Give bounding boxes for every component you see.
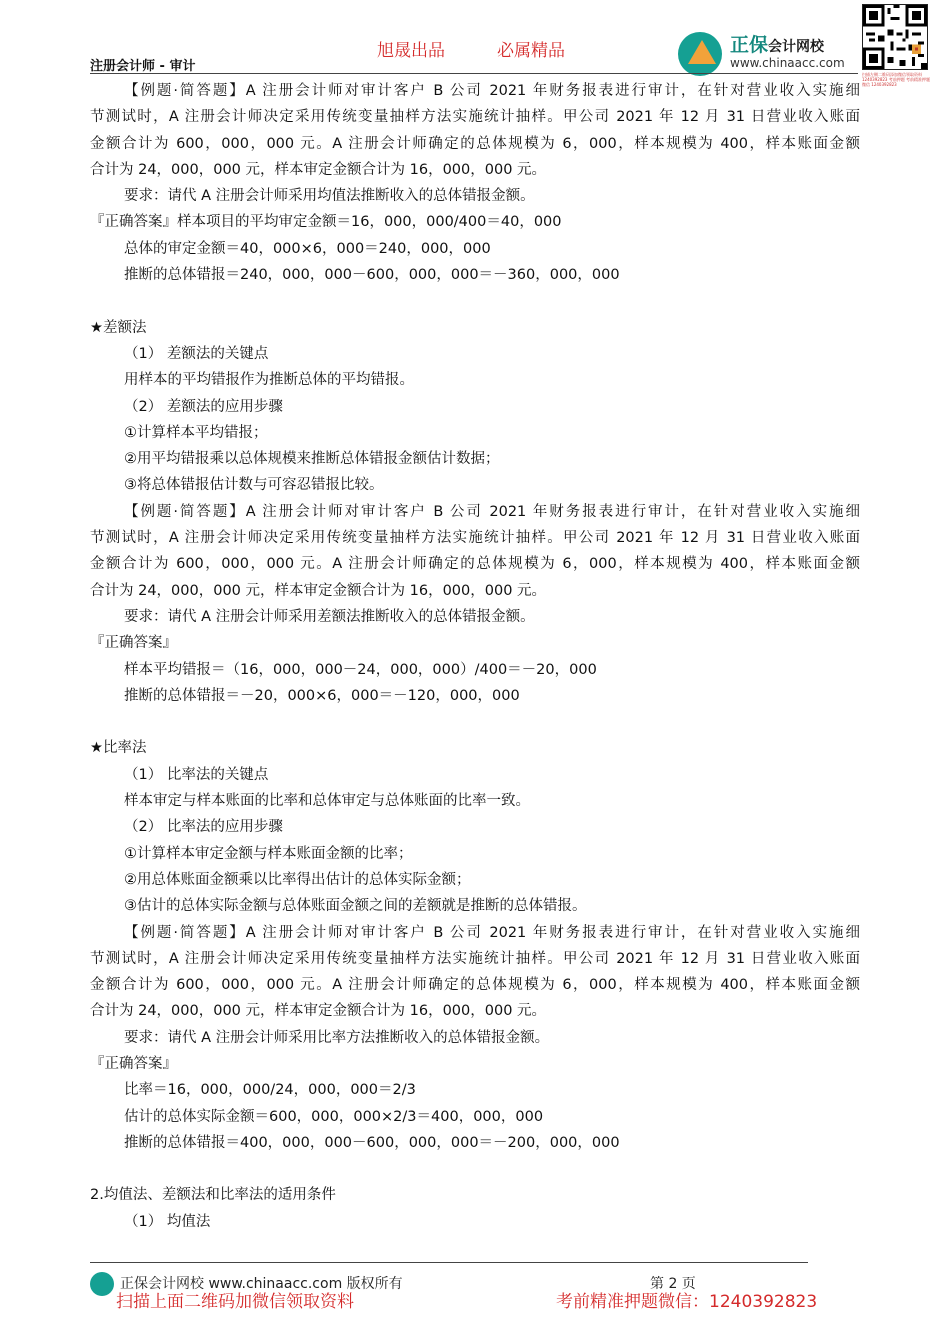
text-line: （1） 均值法 — [124, 1213, 211, 1230]
text-line: ③将总体错报估计数与可容忍错报比较。 — [124, 477, 384, 494]
text-line: 【例题·简答题】A 注册会计师对审计客户 B 公司 2021 年财务报表进行审计，在针对营业收入实施细 — [124, 83, 860, 99]
text-line: （2） 差额法的应用步骤 — [124, 398, 283, 415]
text-line: 金额合计为 600，000，000 元。A 注册会计师确定的总体规模为 6，000，样本规模为 400，样本账面金额 — [90, 977, 860, 994]
text-line: 合计为 24，000，000 元，样本审定金额合计为 16，000，000 元。 — [90, 582, 547, 599]
doc-title: 注册会计师 - 审计 — [90, 59, 196, 74]
text-line: 『正确答案』 — [90, 1055, 177, 1072]
section-heading: ★比率法 — [90, 740, 147, 757]
qr-code-icon[interactable] — [862, 4, 928, 70]
footer-copyright: 正保会计网校 www.chinaacc.com 版权所有 — [120, 1276, 403, 1292]
text-line: 『正确答案』 — [90, 635, 177, 652]
text-line: 要求：请代 A 注册会计师采用差额法推断收入的总体错报金额。 — [124, 608, 535, 625]
text-line: 总体的审定金额＝40，000×6，000＝240，000，000 — [124, 240, 491, 257]
header-slogan-left: 旭晟出品 — [377, 41, 445, 61]
text-line: 样本平均错报＝（16，000，000－24，000，000）/400＝－20，000 — [124, 661, 597, 678]
text-line: 推断的总体错报＝400，000，000－600，000，000＝－200，000，000 — [124, 1134, 620, 1151]
text-line: 金额合计为 600，000，000 元。A 注册会计师确定的总体规模为 6，000，样本规模为 400，样本账面金额 — [90, 135, 860, 152]
logo-name: 正保 — [730, 34, 769, 56]
blank-line — [90, 288, 860, 314]
text-line: ②用平均错报乘以总体规模来推断总体错报金额估计数据； — [124, 451, 500, 468]
section-heading: 2.均值法、差额法和比率法的适用条件 — [90, 1187, 336, 1204]
text-line: 节测试时，A 注册会计师决定采用传统变量抽样方法实施统计抽样。甲公司 2021 年 12 月 31 日营业收入账面 — [90, 530, 860, 547]
blank-line — [90, 1156, 860, 1182]
page-number: 第 2 页 — [650, 1276, 696, 1292]
chinaacc-logo — [678, 28, 858, 76]
text-line: ①计算样本平均错报； — [124, 424, 268, 441]
text-line: ②用总体账面金额乘以比率得出估计的总体实际金额； — [124, 871, 471, 888]
blank-line — [90, 709, 860, 735]
document-body — [90, 78, 860, 1235]
text-line: ①计算样本审定金额与样本账面金额的比率； — [124, 845, 413, 862]
text-line: 推断的总体错报＝240，000，000－600，000，000＝－360，000，000 — [124, 267, 620, 284]
text-line: 『正确答案』样本项目的平均审定金额＝16，000，000/400＝40，000 — [90, 214, 562, 231]
text-line: 【例题·简答题】A 注册会计师对审计客户 B 公司 2021 年财务报表进行审计，在针对营业收入实施细 — [124, 503, 860, 520]
text-line: 推断的总体错报＝－20，000×6，000＝－120，000，000 — [124, 687, 520, 704]
logo-url: www.chinaacc.com — [730, 56, 845, 70]
footer-promo-left: 扫描上面二维码加微信领取资料 — [116, 1292, 354, 1312]
text-line: （1） 差额法的关键点 — [124, 345, 269, 362]
text-line: 合计为 24，000，000 元，样本审定金额合计为 16，000，000 元。 — [90, 1003, 547, 1020]
text-line: 用样本的平均错报作为推断总体的平均错报。 — [124, 372, 414, 389]
footer-divider — [90, 1262, 808, 1263]
text-line: 节测试时，A 注册会计师决定采用传统变量抽样方法实施统计抽样。甲公司 2021 年 12 月 31 日营业收入账面 — [90, 109, 860, 126]
text-line: （2） 比率法的应用步骤 — [124, 819, 283, 836]
footer-promo-right: 考前精准押题微信：1240392823 — [556, 1292, 818, 1312]
text-line: 比率＝16，000，000/24，000，000＝2/3 — [124, 1082, 416, 1099]
text-line: 节测试时，A 注册会计师决定采用传统变量抽样方法实施统计抽样。甲公司 2021 年 12 月 31 日营业收入账面 — [90, 950, 860, 967]
header-divider — [90, 73, 858, 74]
text-line: ③估计的总体实际金额与总体账面金额之间的差额就是推断的总体错报。 — [124, 898, 587, 915]
text-line: 估计的总体实际金额＝600，000，000×2/3＝400，000，000 — [124, 1108, 544, 1125]
logo-name-suffix: 会计网校 — [768, 39, 825, 55]
footer-logo-icon — [90, 1272, 114, 1296]
header-slogan-right: 必属精品 — [497, 41, 565, 61]
text-line: 要求：请代 A 注册会计师采用比率方法推断收入的总体错报金额。 — [124, 1029, 550, 1046]
logo-triangle-icon — [688, 40, 716, 64]
qr-fine-print: 扫描左侧二维码添加微信领取资料 1240392823 考前押题 考前精准押题微信 1240392823 — [862, 72, 930, 87]
text-line: 金额合计为 600，000，000 元。A 注册会计师确定的总体规模为 6，000，样本规模为 400，样本账面金额 — [90, 556, 860, 573]
text-line: 要求：请代 A 注册会计师采用均值法推断收入的总体错报金额。 — [124, 188, 535, 205]
section-heading: ★差额法 — [90, 319, 147, 336]
text-line: 【例题·简答题】A 注册会计师对审计客户 B 公司 2021 年财务报表进行审计，在针对营业收入实施细 — [124, 924, 860, 941]
text-line: 合计为 24，000，000 元，样本审定金额合计为 16，000，000 元。 — [90, 161, 547, 178]
text-line: （1） 比率法的关键点 — [124, 766, 269, 783]
text-line: 样本审定与样本账面的比率和总体审定与总体账面的比率一致。 — [124, 793, 530, 810]
